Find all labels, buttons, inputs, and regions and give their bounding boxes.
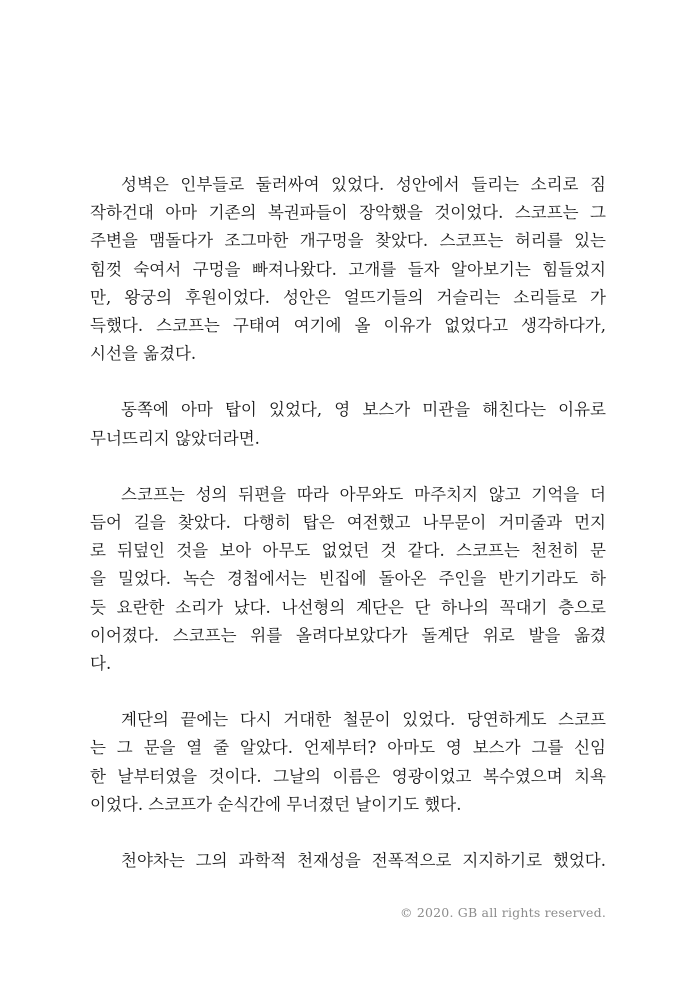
- paragraph-line: 이어졌다. 스코프는 위를 올려다보았다가 돌계단 위로 발을 옮겼: [90, 625, 606, 645]
- paragraph-1: [90, 171, 606, 368]
- copyright-notice: © 2020. GB all rights reserved.: [399, 905, 606, 920]
- paragraph-line: 주변을 맴돌다가 조그마한 개구멍을 찾았다. 스코프는 허리를 있는: [90, 231, 606, 251]
- paragraph-line: 이었다. 스코프가 순식간에 무너졌던 날이기도 했다.: [90, 794, 462, 814]
- paragraph-line: 득했다. 스코프는 구태여 여기에 올 이유가 없었다고 생각하다가,: [90, 316, 606, 336]
- paragraph-line: 시선을 옮겼다.: [90, 344, 197, 364]
- paragraph-line: 작하건대 아마 기존의 복권파들이 장악했을 것이었다. 스코프는 그: [90, 203, 606, 223]
- paragraph-4: [90, 706, 606, 819]
- paragraph-line: 계단의 끝에는 다시 거대한 철문이 있었다. 당연하게도 스코프: [121, 710, 606, 730]
- paragraph-line: 천야차는 그의 과학적 천재성을 전폭적으로 지지하기로 했었다.: [121, 851, 606, 871]
- paragraph-line: 스코프는 성의 뒤편을 따라 아무와도 마주치지 않고 기억을 더: [121, 484, 606, 504]
- paragraph-line: 성벽은 인부들로 둘러싸여 있었다. 성안에서 들리는 소리로 짐: [121, 175, 606, 194]
- paragraph-line: 동쪽에 아마 탑이 있었다, 영 보스가 미관을 해친다는 이유로: [121, 400, 606, 420]
- paragraph-2: [90, 396, 606, 452]
- paragraph-line: 무너뜨리지 않았더라면.: [90, 428, 260, 448]
- paragraph-line: 한 날부터였을 것이다. 그날의 이름은 영광이었고 복수였으며 치욕: [90, 766, 606, 786]
- paragraph-line: 듬어 길을 찾았다. 다행히 탑은 여전했고 나무문이 거미줄과 먼지: [90, 513, 606, 533]
- paragraph-5: [90, 847, 606, 875]
- paragraph-3: [90, 481, 606, 678]
- paragraph-line: 듯 요란한 소리가 났다. 나선형의 계단은 단 하나의 꼭대기 층으로: [90, 597, 606, 617]
- paragraph-line: 다.: [90, 654, 112, 674]
- paragraph-line: 힘껏 숙여서 구멍을 빠져나왔다. 고개를 들자 알아보기는 힘들었지: [90, 259, 606, 279]
- paragraph-line: 을 밀었다. 녹슨 경첩에서는 빈집에 돌아온 주인을 반기기라도 하: [90, 569, 606, 589]
- body-text: [90, 171, 606, 903]
- paragraph-line: 로 뒤덮인 것을 보아 아무도 없었던 것 같다. 스코프는 천천히 문: [90, 541, 606, 561]
- paragraph-line: 는 그 문을 열 줄 알았다. 언제부터? 아마도 영 보스가 그를 신임: [90, 738, 606, 758]
- paragraph-line: 만, 왕궁의 후원이었다. 성안은 얼뜨기들의 거슬리는 소리들로 가: [90, 287, 606, 307]
